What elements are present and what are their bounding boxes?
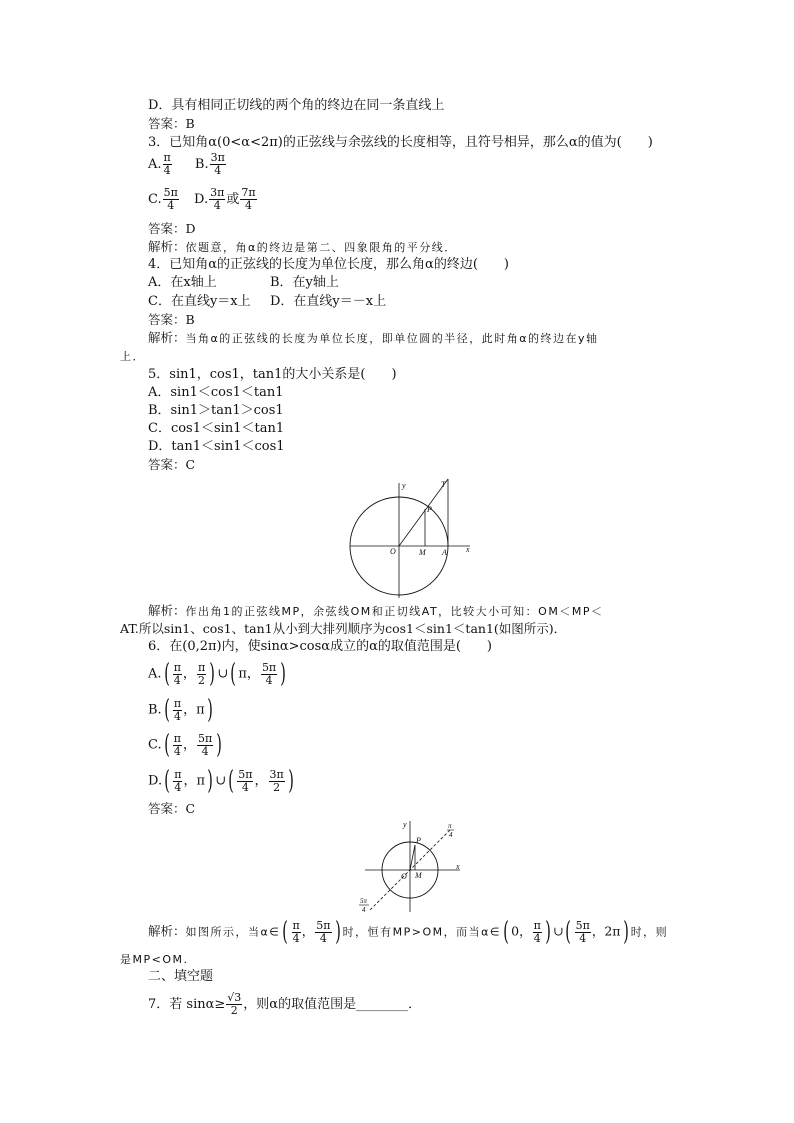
q6-stem: 6．在(0,2π)内，使sinα>cosα成立的α的取值范围是( )	[148, 639, 492, 654]
label-5pi-over-4-den: 4	[362, 906, 366, 914]
label-pi-over-4-num: π	[448, 822, 452, 830]
q3-options-ab: A. $\frac{\pi}{4}$ B. $\frac{3\pi}{4}$	[148, 151, 225, 177]
q5-option-d: D．tan1＜sin1＜cos1	[148, 439, 285, 454]
label-o: O	[401, 872, 407, 881]
q2-answer: 答案：B	[148, 116, 195, 131]
label-pi-over-4-den: 4	[449, 831, 453, 839]
q6-answer: 答案：C	[148, 801, 196, 816]
q3-explanation: 解析：依题意，角α的终边是第二、四象限角的平分线．	[148, 239, 457, 254]
q4-explanation: 解析：当角α的正弦线的长度为单位长度，即单位圆的半径，此时角α的终边在y轴	[148, 330, 599, 345]
label-x: x	[456, 862, 460, 871]
q2-option-d: D．具有相同正切线的两个角的终边在同一条直线上	[148, 98, 445, 113]
q4-answer: 答案：B	[148, 312, 195, 327]
q3-stem: 3．已知角α(0<α<2π)的正弦线与余弦线的长度相等，且符号相异，那么α的值为( )	[148, 135, 653, 150]
q3-answer: 答案：D	[148, 221, 196, 236]
label-y: y	[402, 481, 406, 490]
q4-stem: 4．已知角α的正弦线的长度为单位长度，那么角α的终边( )	[148, 257, 509, 272]
q4-option-b: B．在y轴上	[270, 275, 339, 290]
label-t: T	[441, 480, 446, 489]
label-o: O	[390, 547, 396, 556]
q5-option-b: B．sin1＞tan1＞cos1	[148, 403, 284, 418]
q4-option-d: D．在直线y＝－x上	[270, 294, 387, 309]
q6-explanation: 解析：如图所示，当α∈( $\frac{\pi}{4}$ ， $\frac{5\pi}{4}$ ) 时，恒有MP>OM，而当α∈( 0， $\frac{\pi}{4}$ ) ∪( $\frac{5\pi}{4}$ ，2π) 时，则	[148, 917, 669, 947]
fraction: $\frac{7\pi}{4}$	[241, 186, 256, 212]
label-5pi-over-4-num: 5π	[360, 897, 368, 905]
q4-option-a: A．在x轴上	[148, 275, 217, 290]
section-title: 二、填空题	[148, 969, 214, 984]
fraction: $\frac{3\pi}{4}$	[210, 151, 225, 177]
terminal-side-ot	[399, 479, 448, 546]
fraction: $\frac{\pi}{4}$	[163, 151, 171, 177]
label-y: y	[403, 820, 407, 829]
q6-option-a: A.( $\frac{\pi}{4}$ ， $\frac{\pi}{2}$ ) ∪( π， $\frac{5\pi}{4}$ )	[148, 659, 287, 689]
q6-option-b: B.( $\frac{\pi}{4}$ ，π)	[148, 695, 213, 725]
fraction: $\frac{5\pi}{4}$	[163, 186, 178, 212]
q5-stem: 5．sin1，cos1，tan1的大小关系是( )	[148, 367, 397, 382]
q5-explanation: 解析：作出角1的正弦线MP，余弦线OM和正切线AT，比较大小可知：OM＜MP＜	[148, 603, 604, 618]
q6-option-d: D.( $\frac{\pi}{4}$ ，π) ∪( $\frac{5\pi}{4}$ ， $\frac{3\pi}{2}$ )	[148, 766, 294, 796]
label-p: P	[416, 836, 421, 845]
q6-explanation-cont: 是MP<OM.	[120, 953, 189, 966]
label-x: x	[466, 545, 470, 554]
fraction: $\frac{3\pi}{4}$	[210, 186, 225, 212]
q5-option-c: C．cos1＜sin1＜tan1	[148, 421, 285, 436]
q4-option-c: C．在直线y＝x上	[148, 294, 251, 309]
label-p: P	[427, 505, 432, 514]
q5-answer: 答案：C	[148, 457, 196, 472]
label-m: M	[419, 548, 426, 557]
q4-explanation-cont: 上．	[120, 350, 145, 363]
unit-circle-figure-1	[340, 475, 480, 600]
q7-stem: 7．若 sinα≥ $\frac{√3}{2}$ ，则α的取值范围是________．	[148, 991, 422, 1017]
unit-circle-figure-2	[355, 817, 470, 917]
label-m: M	[415, 871, 422, 880]
q5-option-a: A．sin1＜cos1＜tan1	[148, 385, 284, 400]
label-a: A	[442, 548, 447, 557]
q3-options-cd: C. $\frac{5\pi}{4}$ D. $\frac{3\pi}{4}$ 或 $\frac{7\pi}{4}$	[148, 186, 256, 212]
q5-explanation-cont: AT.所以sin1、cos1、tan1从小到大排列顺序为cos1＜sin1＜tan1(如图所示)．	[120, 621, 567, 636]
q6-option-c: C.( $\frac{\pi}{4}$ ， $\frac{5\pi}{4}$ )	[148, 730, 223, 760]
